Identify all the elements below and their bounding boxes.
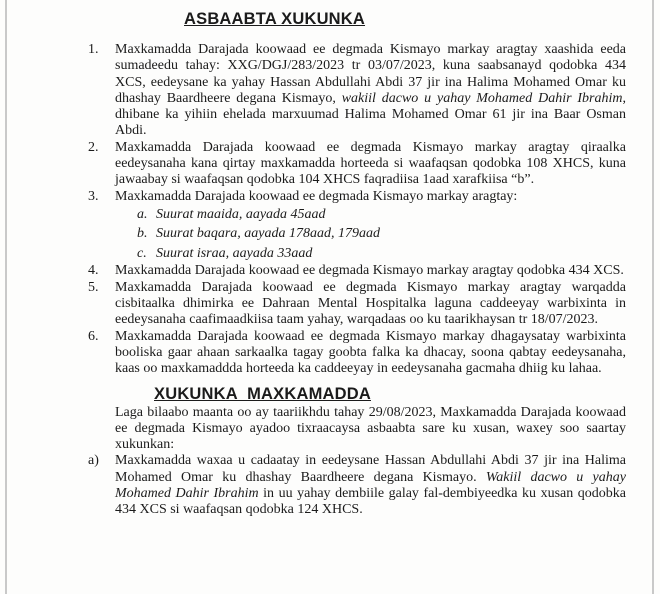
- numbered-item-3: [88, 189, 626, 264]
- item-text: [115, 263, 626, 279]
- text-run: Maxkamadda Darajada koowaad ee degmada Kismayo markay aragtay qiraalka eedeysanaha kana qirtay maxkamadda horteeda si waafaqsan qodobka 108 XHCS, kuna jawaabay si waafaqsan qodobka 104 XHCS faqradiisa 1aad xarafkiisa “b”.: [115, 139, 626, 188]
- item-text: [115, 42, 626, 140]
- text-run: Maxkamadda Darajada koowaad ee degmada Kismayo markay aragtay warqadda cisbitaalka dhimirka ee Dahraan Mental Hospitalka laguna caddeeyay warbixinta in eedeysanaha caafimaadkiisa taam yahay, warqadaas oo ku taarikhaysan tr 18/07/2023.: [115, 279, 626, 328]
- sub-item-c: [137, 244, 626, 264]
- item-marker: 6.: [88, 328, 99, 344]
- item-text: [115, 329, 626, 378]
- numbered-item-1: [88, 42, 626, 140]
- item-marker: 5.: [88, 279, 99, 295]
- sub-item-marker: b.: [137, 226, 148, 242]
- numbered-item-6: [88, 329, 626, 378]
- item-lead-text: [115, 189, 517, 204]
- item-marker: a): [88, 453, 99, 469]
- text-run: Maxkamadda Darajada koowaad ee degmada Kismayo markay aragtay qodobka 434 XCS.: [115, 263, 624, 279]
- document-page: [88, 0, 626, 519]
- sub-item-marker: a.: [137, 206, 148, 222]
- text-run: Maxkamadda Darajada koowaad ee degmada Kismayo markay dhagaysatay warbixinta booliska gaar ahaan sarkaalka tagay goobta falka ka dhacay, soona qabtay eedeysanaha, kaas oo maxkamaddda horteeda ka caddeeyay in eedeysanaha gacmaha dhiig ku lahaa.: [115, 328, 626, 377]
- text-run: , dhibane ka yihiin ehelada marxuumad Halima Mohamed Omar 61 jir ina Baar Osman Abdi.: [115, 90, 626, 139]
- sub-item-text: Suurat baqara, aayada 178aad, 179aad: [156, 226, 380, 242]
- section-heading-xukunka-maxkamadda: XUKUNKA MAXKAMADDA: [154, 384, 371, 403]
- reasons-list: [88, 42, 626, 378]
- section-heading-asbaabta-xukunka: ASBAABTA XUKUNKA: [184, 10, 366, 28]
- italic-text-run: wakiil dacwo u yahay Mohamed Dahir Ibrahim: [341, 90, 623, 106]
- page-edge-line-right: [652, 0, 654, 594]
- item-text: [115, 280, 626, 329]
- page-edge-line-left: [5, 0, 7, 594]
- numbered-item-2: [88, 140, 626, 189]
- sub-item-marker: c.: [137, 245, 147, 261]
- text-run: in uu yahay dembiile galay fal-dembiyeedka ku xusan qodobka 434 XCS si waafaqsan qodobka 124 XHCS.: [115, 486, 627, 518]
- item-marker: 2.: [88, 139, 99, 155]
- numbered-item-5: [88, 280, 626, 329]
- text-run: Maxkamadda Darajada koowaad ee degmada Kismayo markay aragtay xaashida eeda sumadeedu tahay: XXG/DGJ/283/2023 tr 03/07/2023, kuna saabsanayd qodobka 434 XCS, eedeysane ka yahay Hassan Abdullahi Abdi 37 jir ina Halima Mohamed Omar ku dhashay Baardheere degana Kismayo,: [115, 42, 626, 106]
- sub-item-text: Suurat israa, aayada 33aad: [156, 245, 313, 261]
- item-marker: 1.: [88, 42, 99, 57]
- item-text: [115, 453, 626, 518]
- ruling-item-a: [88, 453, 626, 518]
- item-text: [115, 189, 626, 264]
- numbered-item-4: [88, 263, 626, 279]
- sub-item-a: [137, 205, 626, 225]
- sura-sub-list: [137, 205, 626, 264]
- sub-item-b: [137, 224, 626, 244]
- item-text: [115, 140, 626, 189]
- text-run: Maxkamadda Darajada koowaad ee degmada Kismayo markay aragtay:: [115, 188, 518, 204]
- italic-text-run: Wakiil dacwo u yahay Mohamed Dahir Ibrahim: [115, 469, 626, 502]
- item-marker: 4.: [88, 263, 99, 279]
- ruling-intro-paragraph: Laga bilaabo maanta oo ay taariikhdu tahay 29/08/2023, Maxkamadda Darajada koowaad ee degmada Kismayo ayadoo tixraacaysa asbaabta sare ku xusan, waxey soo saartay xukunkan:: [115, 404, 626, 453]
- item-marker: 3.: [88, 188, 99, 204]
- sub-item-text: Suurat maaida, aayada 45aad: [156, 206, 326, 222]
- text-run: Maxkamadda waxaa u cadaatay in eedeysane Hassan Abdullahi Abdi 37 jir ina Halima Mohamed Omar ku dhashay Baardheere degana Kismayo.: [115, 453, 626, 485]
